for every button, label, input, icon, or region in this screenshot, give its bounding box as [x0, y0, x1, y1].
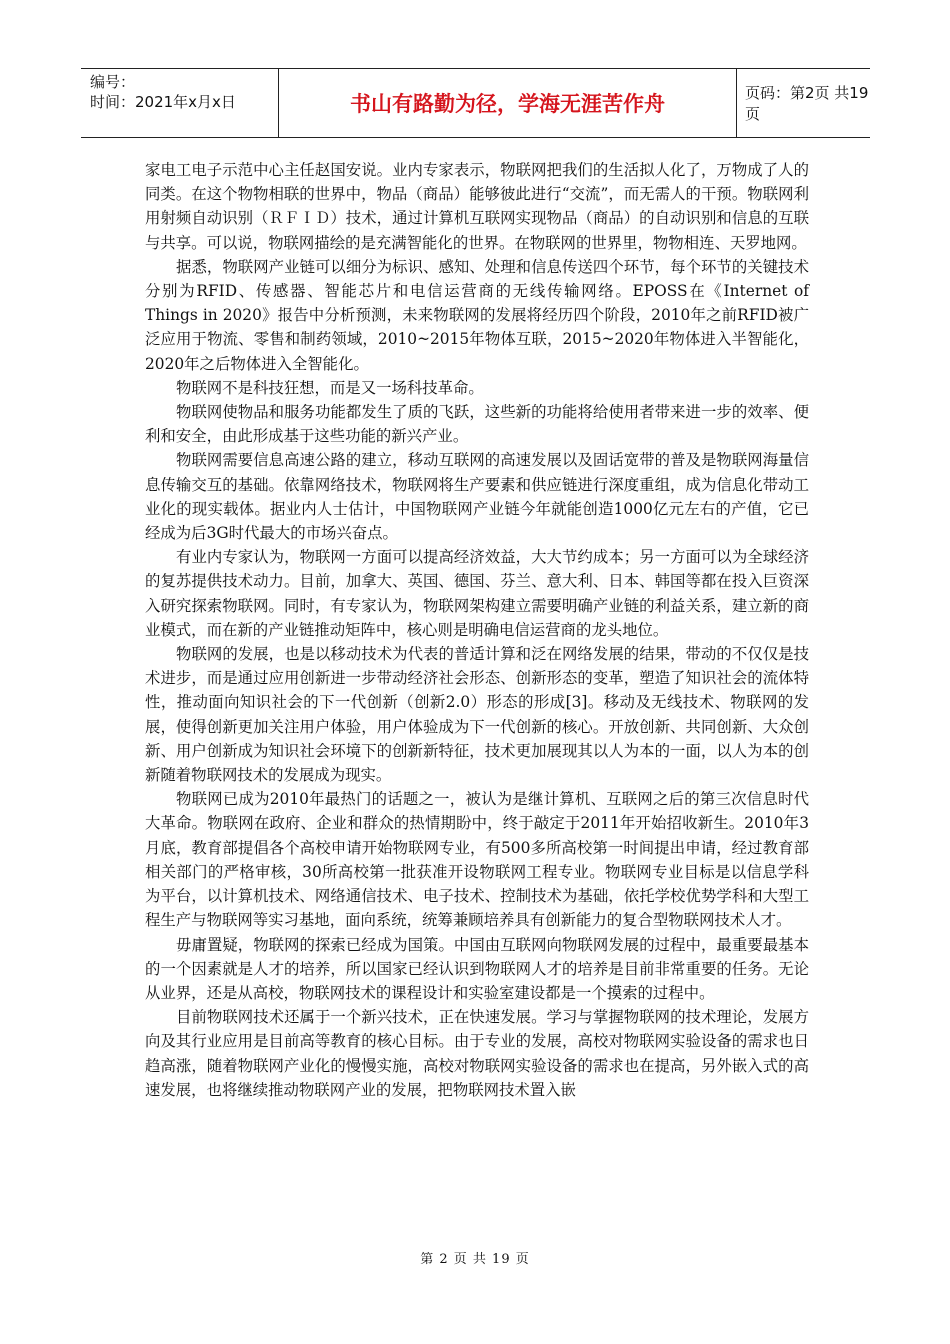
document-time-label: 时间：2021年x月x日	[90, 93, 236, 111]
header-meta-cell	[81, 69, 279, 137]
paragraph: 物联网的发展，也是以移动技术为代表的普适计算和泛在网络发展的结果，带动的不仅仅是技术进步，而是通过应用创新进一步带动经济社会形态、创新形态的变革，塑造了知识社会的流体特性，推动面向知识社会的下一代创新（创新2.0）形态的形成[3]。移动及无线技术、物联网的发展，使得创新更加关注用户体验，用户体验成为下一代创新的核心。开放创新、共同创新、大众创新、用户创新成为知识社会环境下的创新新特征，技术更加展现其以人为本的一面，以人为本的创新随着物联网技术的发展成为现实。	[145, 645, 809, 785]
paragraph: 毋庸置疑，物联网的探索已经成为国策。中国由互联网向物联网发展的过程中，最重要最基本的一个因素就是人才的培养，所以国家已经认识到物联网人才的培养是目前非常重要的任务。无论从业界，还是从高校，物联网技术的课程设计和实验室建设都是一个摸索的过程中。	[145, 935, 809, 1002]
paragraph: 物联网使物品和服务功能都发生了质的飞跃，这些新的功能将给使用者带来进一步的效率、便利和安全，由此形成基于这些功能的新兴产业。	[145, 403, 809, 446]
paragraph: 有业内专家认为，物联网一方面可以提高经济效益，大大节约成本；另一方面可以为全球经济的复苏提供技术动力。目前，加拿大、英国、德国、芬兰、意大利、日本、韩国等都在投入巨资深入研究探索物联网。同时，有专家认为，物联网架构建立需要明确产业链的利益关系，建立新的商业模式，而在新的产业链推动矩阵中，核心则是明确电信运营商的龙头地位。	[145, 548, 809, 639]
paragraph: 据悉，物联网产业链可以细分为标识、感知、处理和信息传送四个环节，每个环节的关键技术分别为RFID、传感器、智能芯片和电信运营商的无线传输网络。EPOSS在《Internet of Things in 2020》报告中分析预测，未来物联网的发展将经历四个阶段，2010年之前RFID被广泛应用于物流、零售和制药领域，2010~2015年物体互联，2015~2020年物体进入半智能化，2020年之后物体进入全智能化。	[145, 257, 809, 373]
document-code-label: 编号：	[90, 73, 136, 91]
header-motto: 书山有路勤为径，学海无涯苦作舟	[279, 69, 737, 137]
paragraph: 家电工电子示范中心主任赵国安说。业内专家表示，物联网把我们的生活拟人化了，万物成了人的同类。在这个物物相联的世界中，物品（商品）能够彼此进行“交流”，而无需人的干预。物联网利用射频自动识别（ＲＦＩＤ）技术，通过计算机互联网实现物品（商品）的自动识别和信息的互联与共享。可以说，物联网描绘的是充满智能化的世界。在物联网的世界里，物物相连、天罗地网。	[145, 161, 809, 252]
paragraph: 物联网需要信息高速公路的建立，移动互联网的高速发展以及固话宽带的普及是物联网海量信息传输交互的基础。依靠网络技术，物联网将生产要素和供应链进行深度重组，成为信息化带动工业化的现实载体。据业内人士估计，中国物联网产业链今年就能创造1000亿元左右的产值，它已经成为后3G时代最大的市场兴奋点。	[145, 451, 809, 543]
paragraph: 物联网不是科技狂想，而是又一场科技革命。	[176, 378, 484, 397]
header-page-info: 页码：第2页 共19页	[745, 84, 869, 123]
paragraph: 目前物联网技术还属于一个新兴技术，正在快速发展。学习与掌握物联网的技术理论，发展方向及其行业应用是目前高等教育的核心目标。由于专业的发展，高校对物联网实验设备的需求也日趋高涨，随着物联网产业化的慢慢实施，高校对物联网实验设备的需求也在提高，另外嵌入式的高速发展，也将继续推动物联网产业的发展，把物联网技术置入嵌	[145, 1008, 809, 1099]
document-body	[145, 158, 809, 1102]
paragraph: 物联网已成为2010年最热门的话题之一，被认为是继计算机、互联网之后的第三次信息时代大革命。物联网在政府、企业和群众的热情期盼中，终于敲定于2011年开始招收新生。2010年3月底，教育部提倡各个高校申请开始物联网专业，有500多所高校第一时间提出申请，经过教育部相关部门的严格审核，30所高校第一批获准开设物联网工程专业。物联网专业目标是以信息学科为平台，以计算机技术、网络通信技术、电子技术、控制技术为基础，依托学校优势学科和大型工程生产与物联网等实习基地，面向系统，统筹兼顾培养具有创新能力的复合型物联网技术人才。	[145, 790, 809, 930]
page-header	[81, 68, 870, 138]
page-footer: 第 2 页 共 19 页	[420, 1252, 530, 1267]
